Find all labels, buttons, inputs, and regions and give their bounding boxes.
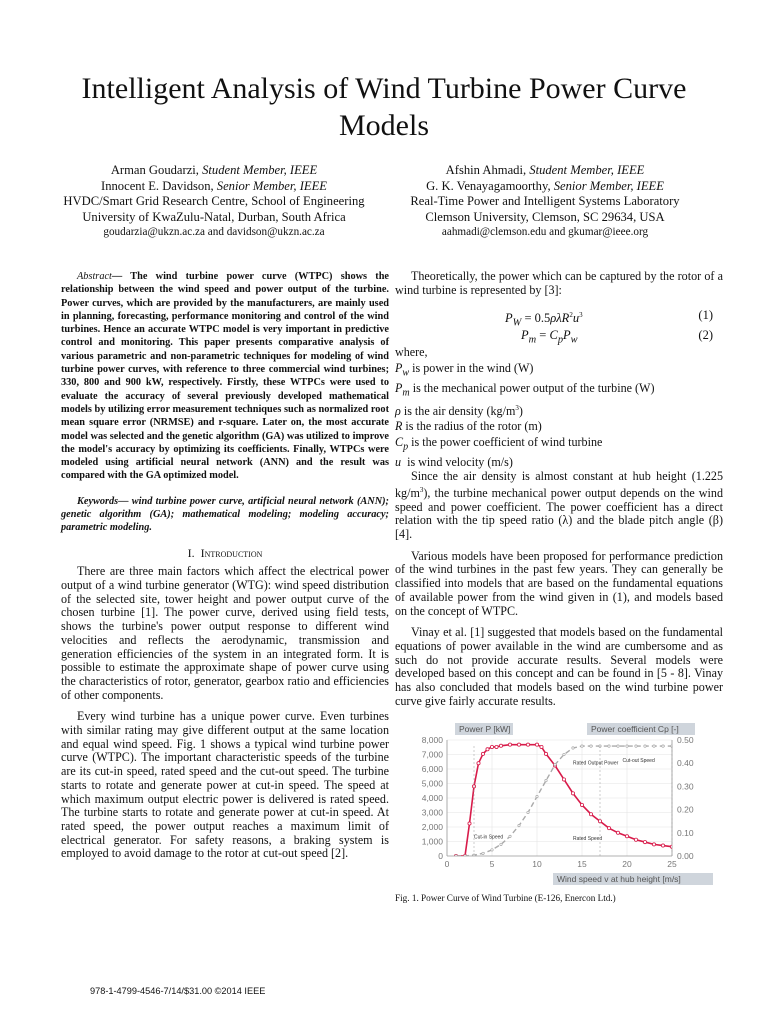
variable-def: u is wind velocity (m/s) [395, 454, 513, 469]
abstract-text: — The wind turbine power curve (WTPC) shows the relationship between the wind speed and power output of the turbine. Power curves, which are provided by the manufacturers, are mainly used in planning, forecasting, performance monitoring and control of the wind turbines. Hence an accurate WTPC model is very important in predictive control and monitoring. This paper presents comparative analysis of various parametric and non-parametric techniques for modeling of wind turbine power curves, with reference to three commercial wind turbines; 330, 800 and 900 kW, respectively. Firstly, these WTPCs were used to evaluate the accuracy of several previously developed mathematical models by utilizing error measurement techniques such as normalized root mean square error (NRMSE) and r-square. Later on, the most accurate model was selected and the genetic algorithm (GA) was utilized to improve the model's accuracy by optimizing its coefficients. Finally, WTPCs were modeled using artificial neural network (ANN) and the result was compared with the GA optimized model. [61, 271, 389, 482]
y-tick-label-left: 1,000 [421, 836, 443, 847]
equation-number: (2) [698, 328, 713, 343]
power-data-point [554, 763, 556, 765]
cp-data-point [562, 778, 565, 781]
power-data-point [644, 745, 646, 747]
variable-def: $P_w$ is power in the wind (W) [395, 360, 534, 379]
equation-body: $P_W = 0.5\rho\lambda R^2u^3$ [505, 311, 583, 330]
y-tick-label-left: 2,000 [421, 822, 443, 832]
author-membership: Student Member, IEEE [202, 163, 318, 177]
paragraph: Theoretically, the power which can be captured by the rotor of a wind turbine is represented by [3]: [395, 269, 723, 297]
y-tick-label-left: 6,000 [421, 764, 443, 774]
section-number: I. [187, 545, 195, 560]
section-title: Introduction [200, 545, 263, 560]
cp-data-point [607, 827, 610, 830]
author-membership: Student Member, IEEE [529, 163, 645, 177]
annotation-cut-out-speed: Cut-out Speed [622, 757, 655, 764]
variable-list [395, 345, 723, 470]
y-axis-label-left: Power P [kW] [459, 724, 511, 734]
power-data-point [608, 745, 610, 747]
paragraph: Various models have been proposed for performance prediction of the wind turbines in the past few years. They can generally be classified into models that are based on the fundamental equations of available power from the wind given in (1), and models based on the concept of WTPC. [395, 548, 723, 618]
affiliation: Clemson University, Clemson, SC 29634, USA [425, 209, 665, 224]
author-name: Innocent E. Davidson, [101, 178, 214, 193]
cp-data-point [508, 743, 511, 746]
equation-body: $P_m = C_pP_w$ [521, 328, 578, 346]
y-tick-label-right: 0.10 [677, 827, 694, 838]
x-tick-label: 10 [532, 859, 542, 869]
variable-def: R is the radius of the rotor (m) [395, 419, 542, 434]
cp-data-point [625, 835, 628, 838]
variable-def: $P_m$ is the mechanical power output of the turbine (W) [395, 380, 655, 399]
y-tick-label-left: 7,000 [421, 749, 443, 760]
variable-def: $C_p$ is the power coefficient of wind turbine [395, 434, 603, 453]
authors-right [365, 163, 725, 241]
x-tick-label: 25 [667, 859, 677, 869]
y-axis-label-right: Power coefficient Cp [-] [591, 724, 679, 734]
where-label: where, [395, 345, 428, 360]
x-tick-label: 5 [489, 859, 495, 869]
equation-1 [395, 305, 723, 330]
y-tick-label-left: 5,000 [421, 778, 443, 789]
cp-data-point [486, 748, 489, 751]
right-column [395, 270, 723, 708]
power-data-point [581, 745, 583, 747]
x-tick-label: 15 [577, 859, 587, 869]
keywords-label: Keywords [77, 495, 119, 507]
power-curve-chart [395, 720, 725, 888]
y-tick-label-right: 0.00 [677, 851, 694, 861]
y-tick-label-right: 0.50 [677, 735, 694, 745]
cp-data-point [499, 744, 502, 747]
cp-data-point [540, 745, 543, 748]
paragraph: Since the air density is almost constant at hub height (1.225 $kg/m^3$), the turbine mechanical power output depends on the wind speed and power coefficient. The power coefficient has a direct relation with the tip speed ratio (λ) and the blade pitch angle (β) [4]. [395, 469, 723, 541]
equation-number: (1) [698, 308, 713, 323]
power-data-point [536, 795, 538, 797]
cp-data-point [490, 745, 493, 748]
cp-data-point [495, 745, 498, 748]
authors-left [34, 163, 394, 241]
annotation-rated-output-power: Rated Output Power [573, 760, 619, 767]
y-tick-label-left: 3,000 [421, 807, 443, 818]
variable-text: is the air density (kg/m [403, 403, 516, 418]
keywords-text: — wind turbine power curve, artificial neural network (ANN); genetic algorithm (GA); mathematical modeling; modeling accuracy; parametric modeling. [61, 495, 389, 534]
y-tick-label-right: 0.30 [677, 781, 694, 792]
cp-data-point [571, 792, 574, 795]
left-column [61, 270, 389, 861]
affiliation: HVDC/Smart Grid Research Centre, School of Engineering [63, 194, 365, 208]
affiliation: Real-Time Power and Intelligent Systems Laboratory [410, 194, 680, 208]
section-heading [61, 547, 389, 561]
paragraph: There are three main factors which affect the electrical power output of a wind turbine generator (WTG): wind speed distribution of the selected site, tower height and power output curve of the chosen turbine [1]. The power curve, derived using field tests, shows the turbine's power output response to different wind velocities and reflects the aerodynamic, transmission and generation efficiencies of the system in an integrated form. It is possible to estimate the approximate shape of power curve using the characteristics of rotor, generator, gearbox ratio and efficiencies of other components. [61, 564, 389, 702]
cp-data-point [652, 843, 655, 846]
power-data-point [662, 745, 664, 747]
cp-data-point [526, 743, 529, 746]
cp-data-point [544, 752, 547, 755]
power-data-point [563, 753, 565, 755]
keywords [61, 495, 389, 535]
author-name: Arman Goudarzi, [110, 163, 199, 177]
variable-text: is the power coefficient of wind turbine [411, 434, 603, 449]
variable-text: is the radius of the rotor (m) [405, 419, 542, 434]
power-data-point [491, 849, 493, 851]
y-tick-label-left: 8,000 [421, 735, 443, 745]
power-data-point [518, 824, 520, 826]
power-data-point [653, 745, 655, 747]
power-data-point [527, 811, 529, 813]
variable-text: is the mechanical power output of the turbine (W) [412, 380, 655, 395]
cp-data-point [535, 743, 538, 746]
affiliation: University of KwaZulu-Natal, Durban, South Africa [82, 209, 346, 224]
author-email: goudarzia@ukzn.ac.za and davidson@ukzn.ac.za [103, 226, 325, 238]
cp-data-point [634, 838, 637, 841]
y-tick-label-left: 4,000 [421, 793, 443, 803]
equation-2 [395, 325, 723, 345]
annotation-cut-in-speed: Cut-in Speed [474, 834, 504, 841]
author-membership: Senior Member, IEEE [216, 178, 327, 193]
footer-copyright: 978-1-4799-4546-7/14/$31.00 ©2014 IEEE [90, 986, 266, 996]
power-data-point [626, 745, 628, 747]
variable-def: ρ is the air density $(kg/m^3)$ [395, 403, 523, 418]
cp-data-point [517, 743, 520, 746]
power-data-point [482, 852, 484, 854]
figure-caption: Fig. 1. Power Curve of Wind Turbine (E-126, Enercon Ltd.) [395, 893, 616, 903]
paragraph: Every wind turbine has a unique power curve. Even turbines with similar rating may give different output at the same location and equal wind speed. Fig. 1 shows a typical wind turbine power curve (WTPC). The important characteristic speeds of the turbine are its cut-in speed, rated speed and the cut-out speed. The turbine starts to rotate and generate power at cut-in speed. The speed at which maximum output electric power is delivered is rated speed. The turbine starts to rotate and generate power at cut-in speed. At rated speed, the power output reaches a maximum limit of electrical generator. For safety reasons, a braking system is employed to avoid damage to the rotor at cut-out speed [2]. [61, 709, 389, 861]
variable-text: is wind velocity (m/s) [407, 454, 513, 469]
cp-data-point [589, 813, 592, 816]
cp-data-point [481, 752, 484, 755]
author-name: G. K. Venayagamoorthy, [426, 178, 551, 193]
y-tick-label-right: 0.40 [677, 758, 694, 769]
power-data-point [545, 779, 547, 781]
cp-data-point [580, 803, 583, 806]
cp-data-point [477, 762, 480, 765]
power-data-point [509, 835, 511, 837]
paragraph-part: ), the turbine mechanical power output depends on the wind speed and power coefficient. The power coefficient has a direct relation with the tip speed ratio (λ) and the blade pitch angle (β) [4]. [395, 485, 723, 541]
power-data-point [590, 745, 592, 747]
y-tick-label-left: 0 [438, 851, 443, 861]
cp-data-point [643, 840, 646, 843]
author-membership: Senior Member, IEEE [553, 178, 664, 193]
cp-data-point [661, 844, 664, 847]
y-tick-label-right: 0.20 [677, 804, 694, 815]
variable-text: is power in the wind (W) [412, 360, 534, 375]
x-axis-label: Wind speed v at hub height [m/s] [557, 874, 681, 884]
paper-title: Intelligent Analysis of Wind Turbine Power Curve Models [81, 72, 687, 142]
power-data-point [617, 745, 619, 747]
power-data-point [572, 747, 574, 749]
author-email: aahmadi@clemson.edu and gkumar@ieee.org [441, 226, 649, 238]
power-data-point [635, 745, 637, 747]
power-data-point [500, 843, 502, 845]
abstract-label: Abstract [77, 271, 112, 282]
abstract [61, 270, 389, 483]
author-name: Afshin Ahmadi, [445, 163, 527, 177]
x-tick-label: 0 [444, 859, 450, 869]
cp-data-point [468, 822, 471, 825]
x-tick-label: 20 [622, 859, 632, 869]
paragraph-part: Since the air density is almost constant at hub height (1.225 kg/m [395, 469, 723, 500]
annotation-rated-speed: Rated Speed [573, 836, 603, 843]
paragraph: Vinay et al. [1] suggested that models based on the fundamental equations of power available in the wind are cumbersome and as such do not provide accurate results. Several models were developed based on this concept and can be found in [5 - 8]. Vinay has also concluded that models based on the wind turbine power curve give fairly accurate results. [395, 625, 723, 708]
cp-data-point [616, 831, 619, 834]
